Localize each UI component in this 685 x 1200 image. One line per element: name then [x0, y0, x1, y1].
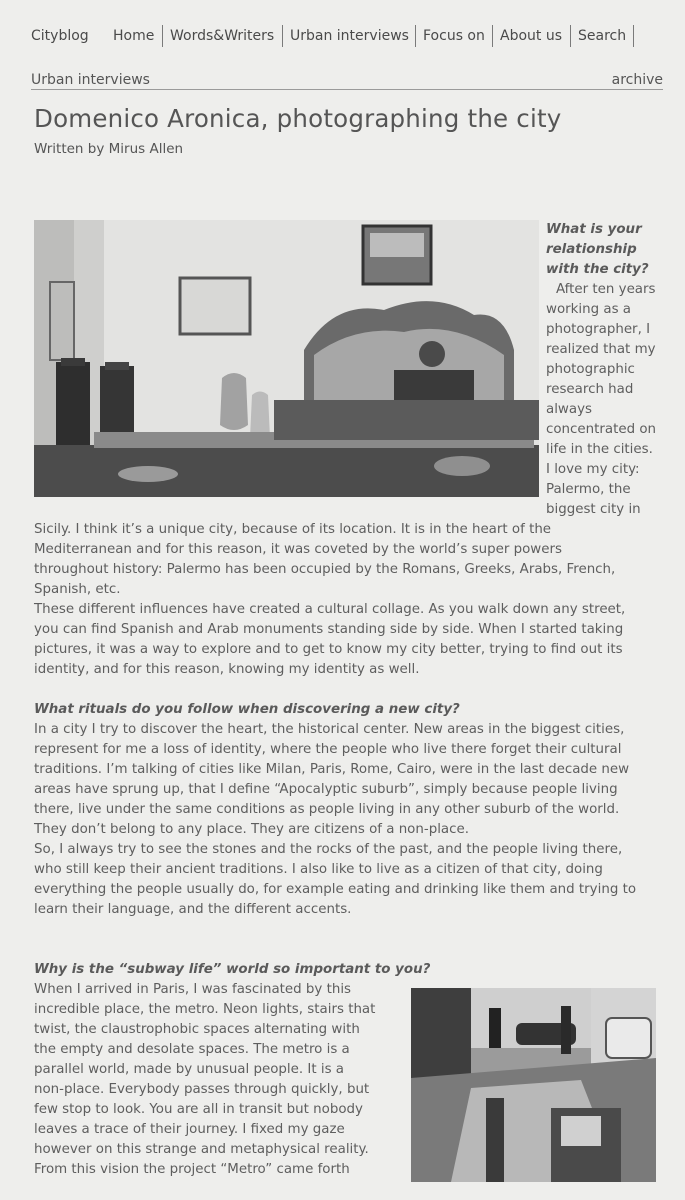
text-line: After ten years: [556, 282, 656, 297]
sidebar-text-column: [546, 220, 671, 520]
text-line: biggest city in: [546, 502, 641, 517]
text-line: In a city I try to discover the heart, the historical center. New areas in the biggest cities,: [34, 722, 625, 737]
text-line: photographer, I: [546, 322, 651, 337]
question-heading: with the city?: [546, 262, 649, 277]
nav-item-focus-on[interactable]: Focus on: [423, 28, 485, 44]
article-title: Domenico Aronica, photographing the city: [34, 104, 562, 133]
text-line: represent for me a loss of identity, where the people who live there forget their cultural: [34, 742, 622, 757]
text-line: Spanish, etc.: [34, 582, 121, 597]
nav-separator: [492, 25, 493, 47]
text-line: realized that my: [546, 342, 656, 357]
text-line: non-place. Everybody passes through quickly, but: [34, 1082, 370, 1097]
nav-separator: [415, 25, 416, 47]
text-line: learn their language, and the different accents.: [34, 902, 352, 917]
text-line: When I arrived in Paris, I was fascinated by this: [34, 982, 352, 997]
site-brand[interactable]: Cityblog: [31, 28, 89, 44]
interior-mirror-photo: [34, 220, 539, 497]
nav-item-urban-interviews[interactable]: Urban interviews: [290, 28, 409, 44]
text-line: I love my city:: [546, 462, 640, 477]
street-reflection-photo-art: [411, 988, 656, 1182]
section-bar: [31, 72, 663, 90]
text-line: concentrated on: [546, 422, 657, 437]
nav-item-words-writers[interactable]: Words&Writers: [170, 28, 275, 44]
text-line: pictures, it was a way to explore and to get to know my city better, trying to find out its: [34, 642, 623, 657]
text-line: there, live under the same conditions as people living in any other suburb of the world.: [34, 802, 620, 817]
text-line: everything the people usually do, for example eating and drinking like them and trying to: [34, 882, 637, 897]
text-line: So, I always try to see the stones and the rocks of the past, and the people living there,: [34, 842, 623, 857]
question-heading: Why is the “subway life” world so important to you?: [34, 962, 431, 977]
nav-item-about-us[interactable]: About us: [500, 28, 563, 44]
text-line: few stop to look. You are all in transit but nobody: [34, 1102, 363, 1117]
text-line: These different influences have created a cultural collage. As you walk down any street,: [34, 602, 626, 617]
text-line: incredible place, the metro. Neon lights, stairs that: [34, 1002, 376, 1017]
question-3-block: [34, 960, 431, 1180]
nav-separator: [162, 25, 163, 47]
text-line: photographic: [546, 362, 635, 377]
nav-separator: [570, 25, 571, 47]
nav-item-home[interactable]: Home: [113, 28, 155, 44]
question-heading: relationship: [546, 242, 637, 257]
text-line: identity, and for this reason, knowing my identity as well.: [34, 662, 420, 677]
text-line: working as a: [546, 302, 632, 317]
nav-item-search[interactable]: Search: [578, 28, 627, 44]
question-2-block: [34, 700, 664, 920]
text-line: leaves a trace of their journey. I fixed my gaze: [34, 1122, 345, 1137]
text-line: Sicily. I think it’s a unique city, because of its location. It is in the heart of the: [34, 522, 552, 537]
top-nav: [0, 24, 685, 48]
text-line: They don’t belong to any place. They are citizens of a non-place.: [34, 822, 469, 837]
text-line: who still keep their ancient traditions. I also like to live as a citizen of that city, doing: [34, 862, 603, 877]
interior-mirror-photo-art: [34, 220, 539, 497]
text-line: Mediterranean and for this reason, it was coveted by the world’s super powers: [34, 542, 562, 557]
text-line: Palermo, the: [546, 482, 631, 497]
text-line: you can find Spanish and Arab monuments standing side by side. When I started taking: [34, 622, 624, 637]
text-line: throughout history: Palermo has been occupied by the Romans, Greeks, Arabs, French,: [34, 562, 616, 577]
nav-separator: [633, 25, 634, 47]
question-heading: What is your: [546, 222, 642, 237]
text-line: From this vision the project “Metro” came forth: [34, 1162, 350, 1177]
text-line: parallel world, made by unusual people. It is a: [34, 1062, 345, 1077]
section-link[interactable]: Urban interviews: [31, 72, 150, 88]
street-reflection-photo: [411, 988, 656, 1182]
text-line: research had: [546, 382, 634, 397]
text-line: however on this strange and metaphysical reality.: [34, 1142, 369, 1157]
text-line: traditions. I’m talking of cities like Milan, Paris, Rome, Cairo, were in the last decade new: [34, 762, 630, 777]
answer-1-paragraph: [34, 520, 664, 680]
text-line: areas have sprung up, that I define “Apocalyptic suburb”, simply because people living: [34, 782, 618, 797]
article-byline: Written by Mirus Allen: [34, 141, 184, 157]
nav-separator: [282, 25, 283, 47]
archive-link[interactable]: archive: [611, 72, 663, 88]
text-line: the empty and desolate spaces. The metro is a: [34, 1042, 350, 1057]
text-line: twist, the claustrophobic spaces alternating with: [34, 1022, 360, 1037]
text-line: always: [546, 402, 592, 417]
text-line: life in the cities.: [546, 442, 653, 457]
question-heading: What rituals do you follow when discovering a new city?: [34, 702, 460, 717]
